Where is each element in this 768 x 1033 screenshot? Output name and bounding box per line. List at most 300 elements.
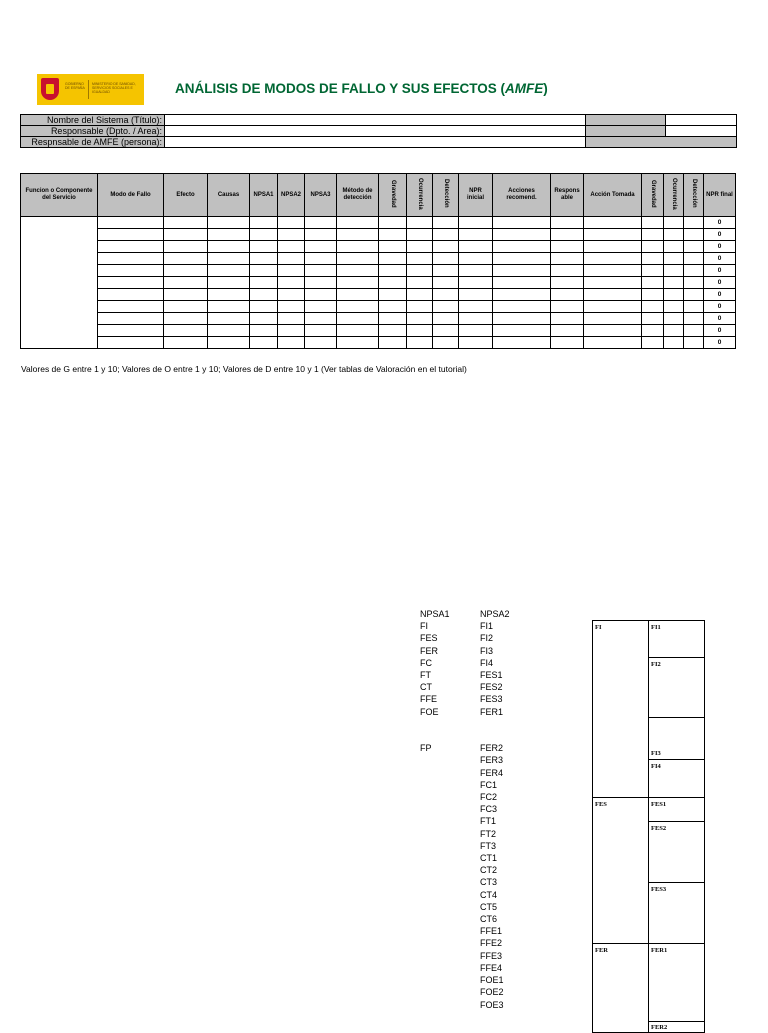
code-item: FT xyxy=(420,670,431,681)
table-cell[interactable] xyxy=(337,289,379,301)
box-fi3 xyxy=(648,717,705,760)
code-item: FFE2 xyxy=(480,938,503,949)
table-cell[interactable] xyxy=(664,289,684,301)
table-cell[interactable] xyxy=(98,289,164,301)
code-item xyxy=(420,718,450,730)
table-cell[interactable] xyxy=(379,289,407,301)
npr-final-cell[interactable]: 0 xyxy=(704,241,736,253)
table-cell[interactable] xyxy=(250,325,278,337)
code-item: FER2 xyxy=(480,743,504,754)
table-cell[interactable] xyxy=(305,289,337,301)
table-cell[interactable] xyxy=(664,337,684,349)
table-cell[interactable] xyxy=(584,337,642,349)
table-cell[interactable] xyxy=(250,265,278,277)
table-cell[interactable] xyxy=(379,313,407,325)
amfe-responsible-row xyxy=(21,137,737,148)
table-cell[interactable] xyxy=(584,325,642,337)
table-cell[interactable] xyxy=(407,337,433,349)
table-cell[interactable] xyxy=(98,301,164,313)
table-cell[interactable] xyxy=(337,241,379,253)
table-cell[interactable] xyxy=(551,313,584,325)
box-fes3-label: FES3 xyxy=(651,886,667,893)
table-cell[interactable] xyxy=(493,277,551,289)
table-cell[interactable] xyxy=(684,265,704,277)
box-fes3 xyxy=(648,882,705,944)
amfe-table xyxy=(20,173,736,349)
table-cell[interactable] xyxy=(250,301,278,313)
code-item: FFE1 xyxy=(480,926,503,937)
code-item: FI1 xyxy=(480,621,494,632)
code-item: CT xyxy=(420,682,432,693)
code-item: NPSA2 xyxy=(480,609,510,619)
table-cell[interactable] xyxy=(337,265,379,277)
table-cell[interactable] xyxy=(684,325,704,337)
table-cell[interactable] xyxy=(584,253,642,265)
table-cell[interactable] xyxy=(305,313,337,325)
box-fes1 xyxy=(648,797,705,822)
table-cell[interactable] xyxy=(379,301,407,313)
table-cell[interactable] xyxy=(98,325,164,337)
header-severity-text: Gravedad xyxy=(390,179,396,208)
logo-text-government: GOBIERNO DE ESPAÑA xyxy=(65,82,85,90)
valuation-note: Valores de G entre 1 y 10; Valores de O entre 1 y 10; Valores de D entre 10 y 1 (Ver tablas de Valoración en el tutorial) xyxy=(21,364,467,374)
table-cell[interactable] xyxy=(98,337,164,349)
table-cell[interactable] xyxy=(642,289,664,301)
box-fi2-label: FI2 xyxy=(651,661,661,668)
table-cell[interactable] xyxy=(493,265,551,277)
table-cell[interactable] xyxy=(459,253,493,265)
table-cell[interactable] xyxy=(642,229,664,241)
npr-final-cell[interactable]: 0 xyxy=(704,265,736,277)
code-item: FES2 xyxy=(480,682,503,693)
table-cell[interactable] xyxy=(407,241,433,253)
table-cell[interactable] xyxy=(407,265,433,277)
table-cell[interactable] xyxy=(493,229,551,241)
responsible-field[interactable] xyxy=(165,126,586,137)
table-cell[interactable] xyxy=(164,313,208,325)
table-row xyxy=(21,301,736,313)
table-cell[interactable] xyxy=(305,241,337,253)
code-item: FES xyxy=(420,633,438,644)
header-action-taken: Acción Tomada xyxy=(584,174,642,217)
table-cell[interactable] xyxy=(664,265,684,277)
table-cell[interactable] xyxy=(551,325,584,337)
table-cell[interactable] xyxy=(305,229,337,241)
table-cell[interactable] xyxy=(337,277,379,289)
table-cell[interactable] xyxy=(459,289,493,301)
table-cell[interactable] xyxy=(164,301,208,313)
table-cell[interactable] xyxy=(278,289,305,301)
table-cell[interactable] xyxy=(250,277,278,289)
table-cell[interactable] xyxy=(493,217,551,229)
table-cell[interactable] xyxy=(337,301,379,313)
table-cell[interactable] xyxy=(305,301,337,313)
responsible-extra-field[interactable] xyxy=(666,126,737,137)
table-cell[interactable] xyxy=(664,277,684,289)
table-cell[interactable] xyxy=(278,265,305,277)
table-cell[interactable] xyxy=(493,253,551,265)
function-cell[interactable] xyxy=(21,217,98,349)
table-cell[interactable] xyxy=(379,229,407,241)
npr-final-cell[interactable]: 0 xyxy=(704,337,736,349)
table-row xyxy=(21,325,736,337)
code-item: FI2 xyxy=(480,633,494,644)
box-fi4 xyxy=(648,759,705,798)
table-cell[interactable] xyxy=(337,253,379,265)
code-item: FI3 xyxy=(480,645,494,656)
system-info-table xyxy=(20,114,737,148)
npr-final-cell[interactable]: 0 xyxy=(704,253,736,265)
table-cell[interactable] xyxy=(278,325,305,337)
table-cell[interactable] xyxy=(642,301,664,313)
table-cell[interactable] xyxy=(459,265,493,277)
table-cell[interactable] xyxy=(642,325,664,337)
table-cell[interactable] xyxy=(493,241,551,253)
table-row xyxy=(21,337,736,349)
table-cell[interactable] xyxy=(305,325,337,337)
table-cell[interactable] xyxy=(407,325,433,337)
table-cell[interactable] xyxy=(379,337,407,349)
table-cell[interactable] xyxy=(664,325,684,337)
responsible-gray-cell xyxy=(586,126,666,137)
table-cell[interactable] xyxy=(164,277,208,289)
box-fer1 xyxy=(648,943,705,1022)
table-cell[interactable] xyxy=(98,265,164,277)
code-item xyxy=(420,730,450,742)
header-detection-text: Detección xyxy=(443,179,449,208)
table-cell[interactable] xyxy=(305,337,337,349)
table-cell[interactable] xyxy=(337,337,379,349)
ministry-logo xyxy=(37,74,144,105)
table-cell[interactable] xyxy=(551,289,584,301)
table-cell[interactable] xyxy=(459,301,493,313)
table-cell[interactable] xyxy=(305,253,337,265)
table-cell[interactable] xyxy=(164,229,208,241)
responsible-row xyxy=(21,126,737,137)
table-cell[interactable] xyxy=(278,337,305,349)
code-item: FP xyxy=(420,743,432,754)
table-cell[interactable] xyxy=(433,241,459,253)
box-fi3-label: FI3 xyxy=(651,750,661,757)
title-acronym: AMFE xyxy=(505,81,544,96)
table-cell[interactable] xyxy=(305,265,337,277)
code-item: FC1 xyxy=(480,779,498,790)
table-cell[interactable] xyxy=(584,265,642,277)
table-cell[interactable] xyxy=(459,229,493,241)
system-row xyxy=(21,115,737,126)
table-cell[interactable] xyxy=(250,337,278,349)
table-cell[interactable] xyxy=(642,241,664,253)
table-cell[interactable] xyxy=(278,313,305,325)
table-cell[interactable] xyxy=(433,253,459,265)
header-npr-final: NPR final xyxy=(704,174,736,217)
table-cell[interactable] xyxy=(407,289,433,301)
table-cell[interactable] xyxy=(551,217,584,229)
table-cell[interactable] xyxy=(278,277,305,289)
table-cell[interactable] xyxy=(459,337,493,349)
header-causes: Causas xyxy=(208,174,250,217)
table-row xyxy=(21,253,736,265)
code-list-npsa1 xyxy=(420,608,450,754)
table-cell[interactable] xyxy=(278,217,305,229)
code-item: FFE xyxy=(420,694,437,705)
table-cell[interactable] xyxy=(208,301,250,313)
table-cell[interactable] xyxy=(664,241,684,253)
table-cell[interactable] xyxy=(407,229,433,241)
table-cell[interactable] xyxy=(459,313,493,325)
table-cell[interactable] xyxy=(684,241,704,253)
table-cell[interactable] xyxy=(551,277,584,289)
code-item: NPSA1 xyxy=(420,609,450,619)
table-cell[interactable] xyxy=(642,337,664,349)
table-cell[interactable] xyxy=(407,277,433,289)
table-cell[interactable] xyxy=(208,277,250,289)
table-cell[interactable] xyxy=(493,337,551,349)
table-cell[interactable] xyxy=(642,313,664,325)
responsible-label: Responsable (Dpto. / Area): xyxy=(21,126,165,137)
code-item: CT1 xyxy=(480,853,498,864)
header-effect: Efecto xyxy=(164,174,208,217)
table-cell[interactable] xyxy=(379,253,407,265)
code-item: FOE xyxy=(420,706,439,717)
table-cell[interactable] xyxy=(551,229,584,241)
table-row xyxy=(21,313,736,325)
header-failure-mode: Modo de Fallo xyxy=(98,174,164,217)
table-cell[interactable] xyxy=(551,253,584,265)
table-cell[interactable] xyxy=(98,313,164,325)
table-cell[interactable] xyxy=(551,301,584,313)
npr-final-cell[interactable]: 0 xyxy=(704,217,736,229)
header-occurrence-final-text: Ocurrencia xyxy=(671,177,677,210)
table-cell[interactable] xyxy=(337,313,379,325)
table-row xyxy=(21,217,736,229)
npr-final-cell[interactable]: 0 xyxy=(704,289,736,301)
table-cell[interactable] xyxy=(164,265,208,277)
table-cell[interactable] xyxy=(337,325,379,337)
box-fer xyxy=(592,943,649,1033)
table-cell[interactable] xyxy=(379,265,407,277)
header-detection-final xyxy=(684,174,704,217)
code-item: CT2 xyxy=(480,865,498,876)
code-item: FER1 xyxy=(480,706,504,717)
table-cell[interactable] xyxy=(584,229,642,241)
table-cell[interactable] xyxy=(379,277,407,289)
box-fi xyxy=(592,620,649,798)
table-cell[interactable] xyxy=(664,217,684,229)
table-cell[interactable] xyxy=(433,265,459,277)
table-cell[interactable] xyxy=(493,289,551,301)
table-cell[interactable] xyxy=(337,229,379,241)
npr-final-cell[interactable]: 0 xyxy=(704,229,736,241)
code-item: FOE3 xyxy=(480,999,504,1010)
npr-final-cell[interactable]: 0 xyxy=(704,325,736,337)
table-cell[interactable] xyxy=(164,253,208,265)
header-npsa1: NPSA1 xyxy=(250,174,278,217)
table-cell[interactable] xyxy=(208,313,250,325)
box-fi1-label: FI1 xyxy=(651,624,661,631)
box-fi2 xyxy=(648,657,705,718)
table-cell[interactable] xyxy=(164,325,208,337)
header-responsible: Respons able xyxy=(551,174,584,217)
header-severity-final-text: Gravedad xyxy=(650,179,656,208)
table-cell[interactable] xyxy=(208,325,250,337)
table-cell[interactable] xyxy=(664,229,684,241)
table-cell[interactable] xyxy=(208,265,250,277)
table-cell[interactable] xyxy=(684,313,704,325)
code-item: FES1 xyxy=(480,670,503,681)
table-cell[interactable] xyxy=(278,229,305,241)
table-cell[interactable] xyxy=(278,301,305,313)
table-cell[interactable] xyxy=(98,253,164,265)
table-cell[interactable] xyxy=(407,253,433,265)
table-cell[interactable] xyxy=(98,217,164,229)
table-cell[interactable] xyxy=(584,313,642,325)
table-cell[interactable] xyxy=(433,277,459,289)
table-cell[interactable] xyxy=(684,301,704,313)
table-cell[interactable] xyxy=(433,301,459,313)
table-cell[interactable] xyxy=(407,217,433,229)
table-cell[interactable] xyxy=(684,253,704,265)
table-cell[interactable] xyxy=(459,217,493,229)
table-cell[interactable] xyxy=(684,217,704,229)
table-cell[interactable] xyxy=(551,265,584,277)
npr-final-cell[interactable]: 0 xyxy=(704,277,736,289)
table-row xyxy=(21,265,736,277)
table-cell[interactable] xyxy=(433,217,459,229)
table-cell[interactable] xyxy=(208,217,250,229)
table-cell[interactable] xyxy=(584,301,642,313)
table-cell[interactable] xyxy=(98,277,164,289)
code-item: CT4 xyxy=(480,889,498,900)
table-cell[interactable] xyxy=(208,229,250,241)
box-fer2 xyxy=(648,1021,705,1033)
table-cell[interactable] xyxy=(433,229,459,241)
table-cell[interactable] xyxy=(684,289,704,301)
table-cell[interactable] xyxy=(250,217,278,229)
box-fes2-label: FES2 xyxy=(651,825,667,832)
table-header-row xyxy=(21,174,736,217)
npr-final-cell[interactable]: 0 xyxy=(704,301,736,313)
table-cell[interactable] xyxy=(433,337,459,349)
table-cell[interactable] xyxy=(208,289,250,301)
table-cell[interactable] xyxy=(584,241,642,253)
table-cell[interactable] xyxy=(250,313,278,325)
code-item: FES3 xyxy=(480,694,503,705)
table-cell[interactable] xyxy=(551,337,584,349)
system-extra-field[interactable] xyxy=(666,115,737,126)
table-cell[interactable] xyxy=(305,217,337,229)
code-item: FER xyxy=(420,645,438,656)
npr-final-cell[interactable]: 0 xyxy=(704,313,736,325)
table-cell[interactable] xyxy=(551,241,584,253)
table-cell[interactable] xyxy=(208,241,250,253)
header-npsa3: NPSA3 xyxy=(305,174,337,217)
table-cell[interactable] xyxy=(250,253,278,265)
table-cell[interactable] xyxy=(493,301,551,313)
code-item: FT1 xyxy=(480,816,497,827)
table-cell[interactable] xyxy=(278,253,305,265)
code-item: FI xyxy=(420,621,428,632)
table-cell[interactable] xyxy=(684,337,704,349)
table-cell[interactable] xyxy=(379,241,407,253)
code-item: FOE2 xyxy=(480,987,504,998)
table-cell[interactable] xyxy=(208,337,250,349)
header-npr-initial: NPR inicial xyxy=(459,174,493,217)
system-gray-cell xyxy=(586,115,666,126)
table-cell[interactable] xyxy=(278,241,305,253)
table-row xyxy=(21,289,736,301)
code-list-npsa2 xyxy=(480,608,510,1011)
table-cell[interactable] xyxy=(459,241,493,253)
code-item: CT3 xyxy=(480,877,498,888)
table-cell[interactable] xyxy=(164,289,208,301)
code-item: FT2 xyxy=(480,828,497,839)
table-cell[interactable] xyxy=(584,277,642,289)
table-cell[interactable] xyxy=(250,229,278,241)
table-cell[interactable] xyxy=(379,325,407,337)
code-item: CT5 xyxy=(480,901,498,912)
table-cell[interactable] xyxy=(642,277,664,289)
amfe-responsible-field[interactable] xyxy=(165,137,586,148)
table-cell[interactable] xyxy=(433,313,459,325)
table-cell[interactable] xyxy=(493,313,551,325)
table-cell[interactable] xyxy=(459,325,493,337)
header-occurrence-final xyxy=(664,174,684,217)
table-cell[interactable] xyxy=(164,241,208,253)
table-cell[interactable] xyxy=(684,277,704,289)
header-npsa2: NPSA2 xyxy=(278,174,305,217)
box-fer2-label: FER2 xyxy=(651,1024,668,1031)
system-name-field[interactable] xyxy=(165,115,586,126)
table-cell[interactable] xyxy=(642,265,664,277)
table-cell[interactable] xyxy=(584,289,642,301)
table-cell[interactable] xyxy=(642,253,664,265)
table-cell[interactable] xyxy=(164,337,208,349)
box-fi-label: FI xyxy=(595,624,602,631)
table-cell[interactable] xyxy=(379,217,407,229)
table-cell[interactable] xyxy=(208,253,250,265)
table-cell[interactable] xyxy=(337,217,379,229)
table-cell[interactable] xyxy=(164,217,208,229)
table-cell[interactable] xyxy=(664,313,684,325)
page-title xyxy=(175,81,548,96)
table-cell[interactable] xyxy=(407,313,433,325)
table-cell[interactable] xyxy=(433,289,459,301)
table-cell[interactable] xyxy=(407,301,433,313)
header-detection-method: Método de detección xyxy=(337,174,379,217)
table-cell[interactable] xyxy=(433,325,459,337)
table-cell[interactable] xyxy=(250,241,278,253)
table-cell[interactable] xyxy=(493,325,551,337)
table-cell[interactable] xyxy=(305,277,337,289)
table-cell[interactable] xyxy=(98,241,164,253)
table-cell[interactable] xyxy=(684,229,704,241)
table-cell[interactable] xyxy=(250,289,278,301)
system-name-label: Nombre del Sistema (Título): xyxy=(21,115,165,126)
code-item xyxy=(480,718,510,730)
code-item: FFE4 xyxy=(480,962,503,973)
table-row xyxy=(21,277,736,289)
code-item: CT6 xyxy=(480,914,498,925)
code-item: FC3 xyxy=(480,804,498,815)
header-detection-final-text: Detección xyxy=(691,179,697,208)
table-cell[interactable] xyxy=(664,301,684,313)
table-cell[interactable] xyxy=(642,217,664,229)
table-cell[interactable] xyxy=(584,217,642,229)
table-cell[interactable] xyxy=(664,253,684,265)
table-cell[interactable] xyxy=(459,277,493,289)
table-cell[interactable] xyxy=(98,229,164,241)
